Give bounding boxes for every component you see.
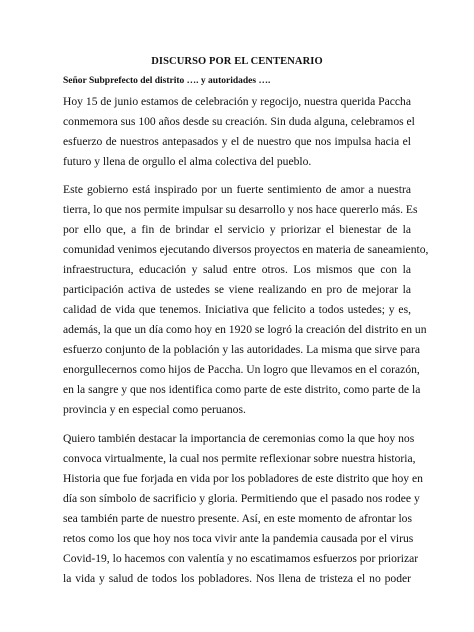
paragraph-line: tierra, lo que nos permite impulsar su desarrollo y nos hace quererlo más. Es: [63, 203, 418, 216]
paragraph-line: infraestructura, educación y salud entre otros. Los mismos que con la: [63, 263, 411, 276]
paragraph-line: por ello que, a fin de brindar el servicio y priorizar el bienestar de la: [63, 223, 411, 236]
paragraph-line: futuro y llena de orgullo el alma colectiva del pueblo.: [63, 155, 312, 168]
paragraph-line: esfuerzo conjunto de la población y las autoridades. La misma que sirve para: [63, 343, 421, 356]
paragraph-line: día son símbolo de sacrificio y gloria. Permitiendo que el pasado nos rodee y: [63, 492, 420, 505]
paragraph-line: conmemora sus 100 años desde su creación. Sin duda alguna, celebramos el: [63, 115, 415, 128]
paragraph-line: esfuerzo de nuestros antepasados y el de nuestro que nos impulsa hacia el: [63, 135, 411, 148]
paragraph-line: provincia y en especial como peruanos.: [63, 403, 246, 416]
paragraph-line: enorgullecernos como hijos de Paccha. Un logro que llevamos en el corazón,: [63, 363, 420, 376]
paragraph-line: convoca virtualmente, la cual nos permite reflexionar sobre nuestra historia,: [63, 452, 416, 465]
salutation: Señor Subprefecto del distrito …. y autoridades ….: [63, 76, 271, 86]
paragraph-line: Hoy 15 de junio estamos de celebración y regocijo, nuestra querida Paccha: [63, 95, 411, 108]
paragraph-line: la vida y salud de todos los pobladores. Nos llena de tristeza el no poder: [63, 572, 411, 585]
paragraph-line: participación activa de ustedes se viene realizando en pro de mejorar la: [63, 283, 411, 296]
paragraph-line: calidad de vida que tenemos. Iniciativa que felicito a todos ustedes; y es,: [63, 303, 411, 316]
paragraph-line: retos como los que hoy nos toca vivir ante la pandemia causada por el virus: [63, 532, 414, 545]
paragraph-line: Covid-19, lo hacemos con valentía y no escatimamos esfuerzos por priorizar: [63, 552, 419, 565]
paragraph-line: sea también parte de nuestro presente. Así, en este momento de afrontar los: [63, 512, 412, 525]
paragraph-line: en la sangre y que nos identifica como parte de este distrito, como parte de la: [63, 383, 421, 396]
paragraph-line: Historia que fue forjada en vida por los pobladores de este distrito que hoy en: [63, 472, 423, 485]
document-title: DISCURSO POR EL CENTENARIO: [151, 56, 323, 67]
paragraph-line: además, la que un día como hoy en 1920 se logró la creación del distrito en un: [63, 323, 427, 336]
paragraph-line: Este gobierno está inspirado por un fuerte sentimiento de amor a nuestra: [63, 183, 411, 196]
paragraph-line: comunidad venimos ejecutando diversos proyectos en materia de saneamiento,: [63, 243, 429, 256]
paragraph-line: Quiero también destacar la importancia de ceremonias como la que hoy nos: [63, 432, 415, 445]
